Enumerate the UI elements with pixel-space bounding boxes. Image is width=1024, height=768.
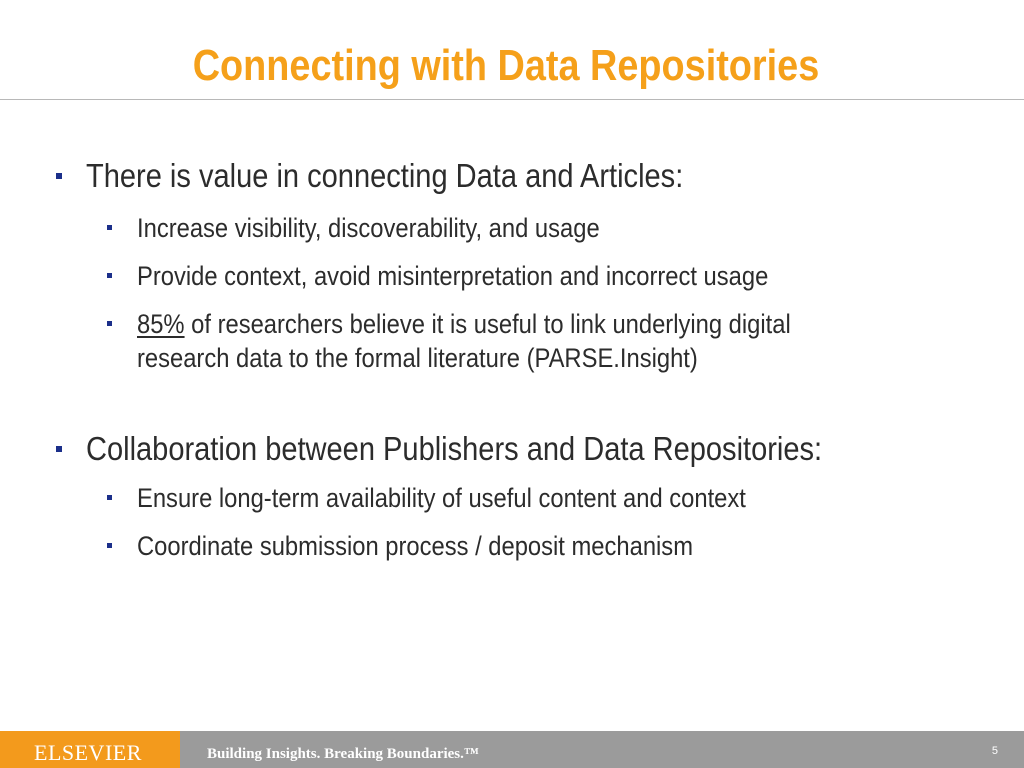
bullet-marker <box>56 173 62 179</box>
sub-bullet-2-1: Ensure long-term availability of useful content and context <box>137 483 746 513</box>
sub-bullet-1-1: Increase visibility, discoverability, and usage <box>137 213 600 243</box>
bullet-1: There is value in connecting Data and Articles: <box>86 157 684 194</box>
elsevier-logo-text: ELSEVIER <box>34 740 142 765</box>
sub-bullet-1-3 <box>137 307 791 341</box>
bullet-marker <box>56 446 62 452</box>
sub-bullet-marker <box>107 273 112 278</box>
page-number: 5 <box>991 745 998 757</box>
sub-bullet-marker <box>107 225 112 230</box>
sub-bullet-marker <box>107 543 112 548</box>
title-divider <box>0 99 1024 100</box>
sub-bullet-1-3-text: of researchers believe it is useful to link underlying digital <box>184 309 791 339</box>
footer-tagline: Building Insights. Breaking Boundaries.™ <box>207 746 479 762</box>
sub-bullet-marker <box>107 321 112 326</box>
slide-title: Connecting with Data Repositories <box>192 41 820 90</box>
bullet-2: Collaboration between Publishers and Data Repositories: <box>86 430 823 467</box>
sub-bullet-marker <box>107 495 112 500</box>
sub-bullet-1-3-continuation: research data to the formal literature (PARSE.Insight) <box>137 343 698 373</box>
sub-bullet-1-2: Provide context, avoid misinterpretation and incorrect usage <box>137 261 769 291</box>
sub-bullet-2-2: Coordinate submission process / deposit mechanism <box>137 531 693 561</box>
statistic-highlight: 85% <box>137 309 185 339</box>
